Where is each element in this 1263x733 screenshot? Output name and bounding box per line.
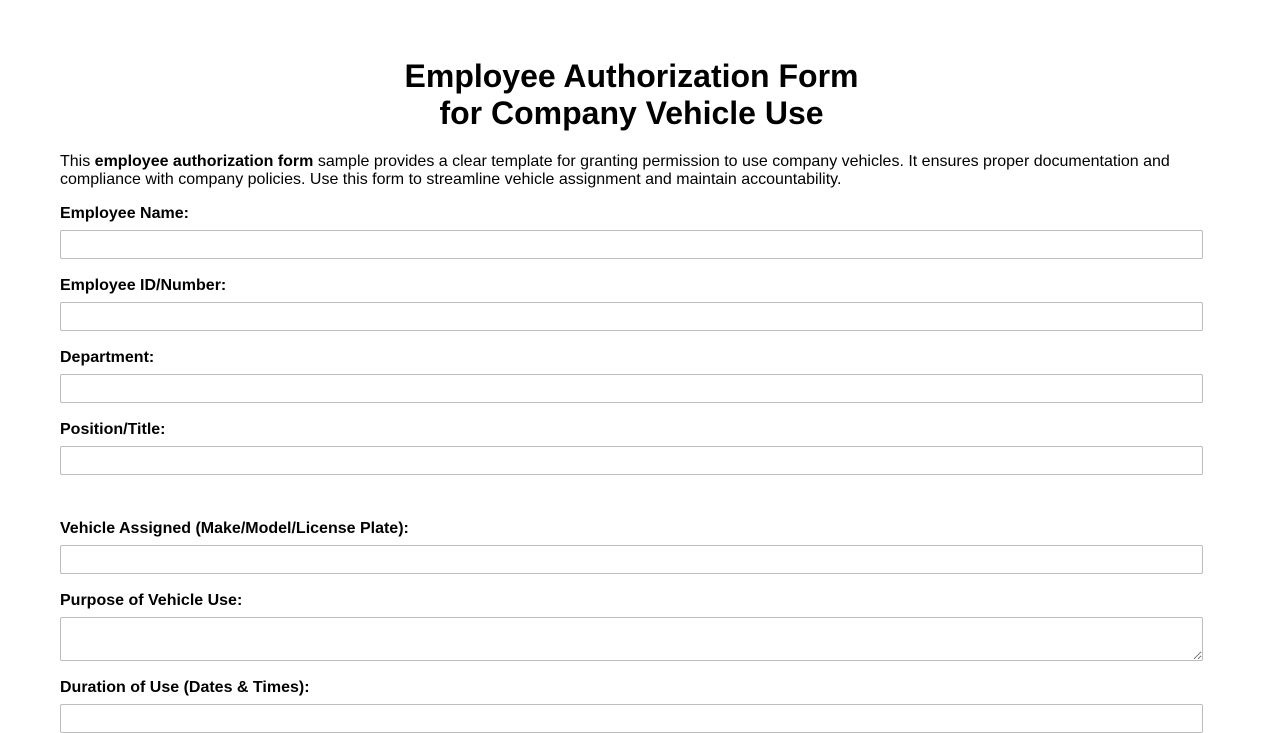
employee-name-label: Employee Name: xyxy=(60,205,189,222)
page-title xyxy=(60,0,1203,132)
department-label: Department: xyxy=(60,349,155,366)
vehicle-assigned-input[interactable] xyxy=(60,545,1203,574)
title-line-2: for Company Vehicle Use xyxy=(439,95,824,131)
vehicle-assigned-label: Vehicle Assigned (Make/Model/License Plate): xyxy=(60,520,409,537)
field-duration xyxy=(60,679,1203,733)
duration-input[interactable] xyxy=(60,704,1203,733)
position-title-input[interactable] xyxy=(60,446,1203,475)
field-employee-id xyxy=(60,277,1203,331)
purpose-textarea[interactable] xyxy=(60,617,1203,661)
intro-paragraph xyxy=(60,153,1203,189)
purpose-label: Purpose of Vehicle Use: xyxy=(60,592,243,609)
intro-prefix: This xyxy=(60,153,95,170)
department-input[interactable] xyxy=(60,374,1203,403)
intro-suffix: sample provides a clear template for granting permission to use company vehicles. It ensures proper documentation and compliance with company policies. Use this form to streamline vehicle assignment and maintain accountability. xyxy=(60,153,1170,188)
field-department xyxy=(60,349,1203,403)
section-spacer xyxy=(60,493,1203,520)
title-line-1: Employee Authorization Form xyxy=(404,58,859,94)
field-vehicle-assigned xyxy=(60,520,1203,574)
employee-name-input[interactable] xyxy=(60,230,1203,259)
field-employee-name xyxy=(60,205,1203,259)
intro-bold: employee authorization form xyxy=(94,153,314,170)
duration-label: Duration of Use (Dates & Times): xyxy=(60,679,310,696)
employee-id-label: Employee ID/Number: xyxy=(60,277,227,294)
employee-id-input[interactable] xyxy=(60,302,1203,331)
field-purpose xyxy=(60,592,1203,661)
field-position-title xyxy=(60,421,1203,475)
position-title-label: Position/Title: xyxy=(60,421,166,438)
